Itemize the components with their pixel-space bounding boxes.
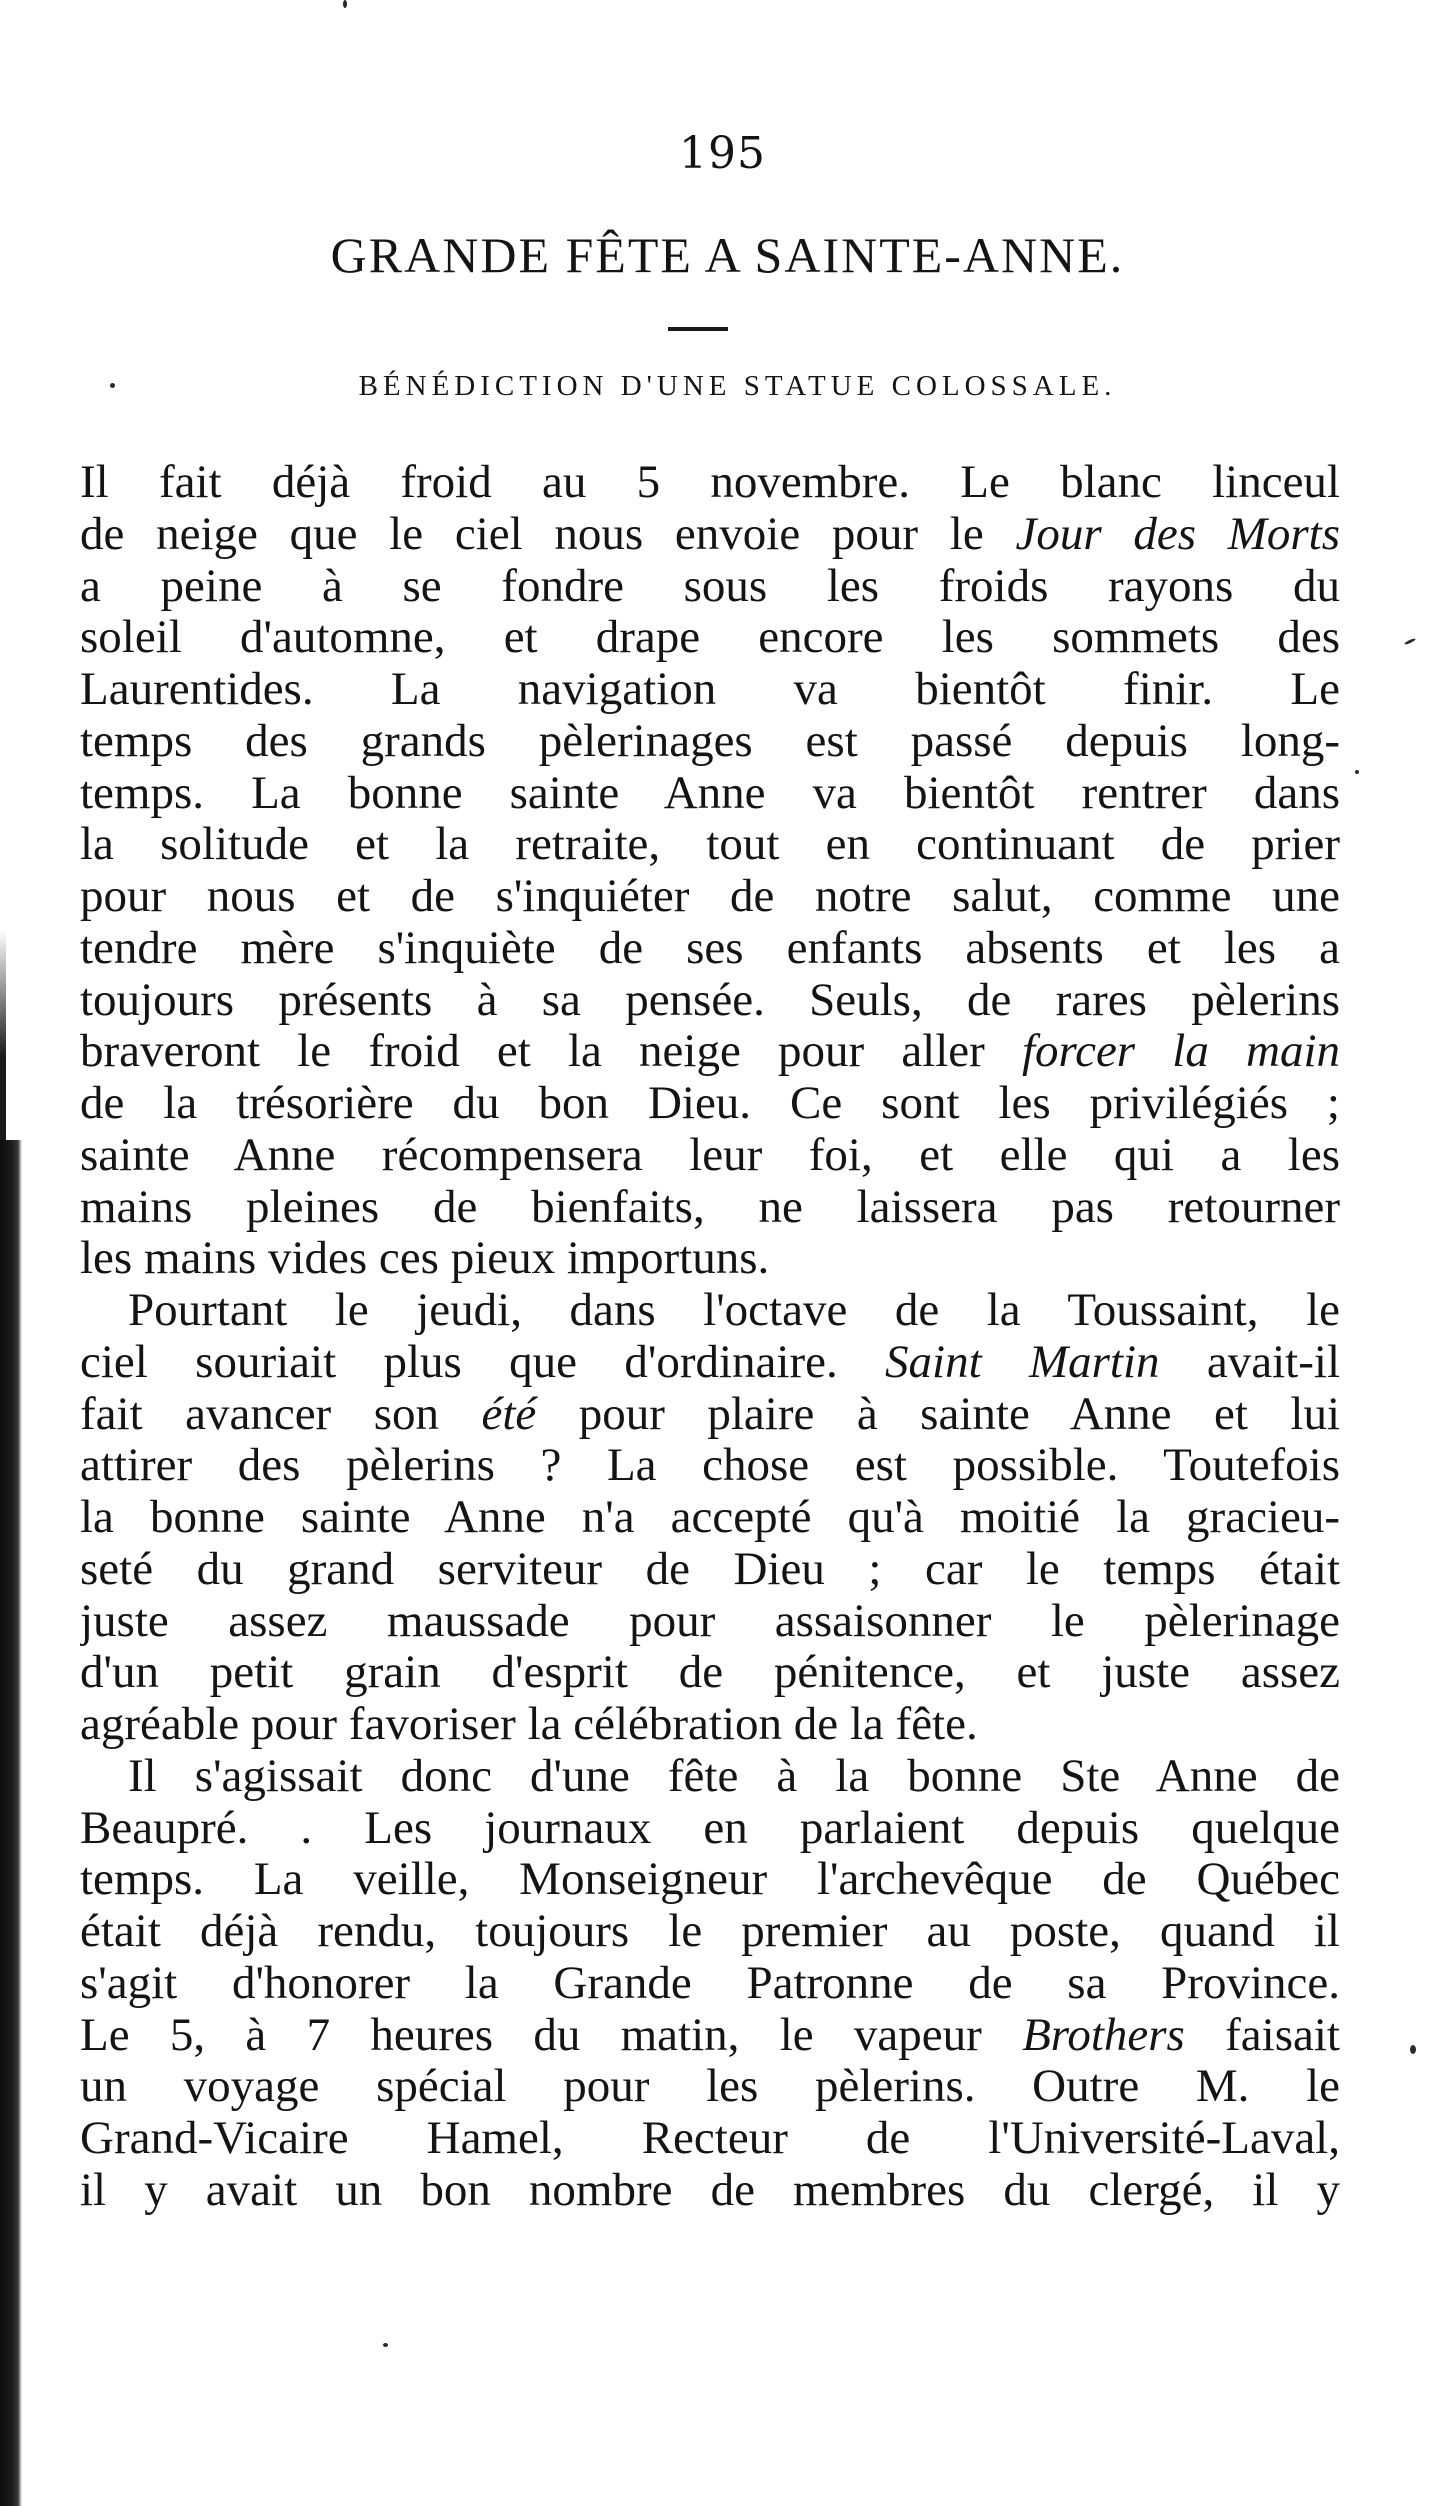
text-line (80, 1130, 1340, 1182)
scan-speck (343, 0, 347, 8)
text-line (80, 1544, 1340, 1596)
chapter-subtitle: BÉNÉDICTION D'UNE STATUE COLOSSALE. (358, 370, 1117, 402)
text-run: pour nous et de s'inquiéter de notre salut, comme une (80, 871, 1340, 922)
text-run: Beaupré. . Les journaux en parlaient depuis quelque (80, 1802, 1340, 1854)
text-line (80, 2165, 1340, 2217)
italic-text: été (481, 1388, 537, 1440)
binding-edge (0, 1140, 22, 2506)
text-line (80, 819, 1340, 871)
text-line (80, 1803, 1340, 1855)
text-line (80, 975, 1340, 1027)
text-line (80, 1440, 1340, 1492)
text-run: les mains vides ces pieux importuns. (80, 1233, 770, 1285)
text-run: juste assez maussade pour assaisonner le pèlerinage (80, 1595, 1340, 1647)
text-line (80, 2061, 1340, 2113)
scan-speck (383, 2343, 388, 2347)
text-line (80, 457, 1340, 509)
text-run: la solitude et la retraite, tout en continuant de prier (80, 819, 1340, 871)
text-run: temps. La veille, Monseigneur l'archevêque de Québec (80, 1854, 1340, 1906)
text-run: la bonne sainte Anne n'a accepté qu'à moitié la gracieu- (80, 1492, 1340, 1543)
text-line (80, 716, 1340, 768)
text-line (80, 1233, 1340, 1285)
text-line (80, 1285, 1340, 1337)
text-run: Le 5, à 7 heures du matin, le vapeur (80, 2009, 1023, 2061)
text-line (80, 509, 1340, 561)
body-text (80, 457, 1340, 2217)
text-run: de la trésorière du bon Dieu. Ce sont les privilégiés ; (80, 1078, 1340, 1129)
page-number: 195 (679, 128, 766, 179)
text-line (80, 1337, 1340, 1389)
text-line (80, 768, 1340, 820)
text-run: Pourtant le jeudi, dans l'octave de la Toussaint, le (128, 1285, 1340, 1336)
text-run: Laurentides. La navigation va bientôt finir. Le (80, 664, 1340, 715)
text-line (80, 612, 1340, 664)
text-line (80, 923, 1340, 975)
text-run: braveront le froid et la neige pour aller (80, 1026, 1022, 1078)
text-run: Il s'agissait donc d'une fête à la bonne Ste Anne de (128, 1750, 1340, 1802)
text-run: a peine à se fondre sous les froids rayons du (80, 560, 1340, 612)
text-run: seté du grand serviteur de Dieu ; car le temps était (80, 1543, 1340, 1595)
text-run: pour plaire à sainte Anne et lui (536, 1388, 1340, 1440)
text-run: s'agit d'honorer la Grande Patronne de sa Province. (80, 1957, 1340, 2009)
scan-speck (1355, 770, 1359, 774)
text-line (80, 1751, 1340, 1803)
text-run: agréable pour favoriser la célébration de la fête. (80, 1699, 978, 1750)
title-divider (668, 327, 728, 331)
text-line (80, 1389, 1340, 1441)
text-line (80, 1078, 1340, 1130)
text-run: toujours présents à sa pensée. Seuls, de rares pèlerins (80, 974, 1340, 1026)
text-line (80, 1647, 1340, 1699)
text-line (80, 1596, 1340, 1648)
text-run: Il fait déjà froid au 5 novembre. Le blanc linceul (80, 457, 1340, 508)
text-line (80, 664, 1340, 716)
text-line (80, 1699, 1340, 1751)
text-run: soleil d'automne, et drape encore les sommets des (80, 612, 1340, 664)
text-line (80, 1906, 1340, 1958)
italic-text: forcer la main (1021, 1026, 1340, 1078)
italic-text: Saint Martin (885, 1336, 1160, 1388)
text-run: faisait (1184, 2009, 1340, 2061)
text-line (80, 1182, 1340, 1234)
scan-speck (1404, 638, 1416, 646)
text-run: était déjà rendu, toujours le premier au poste, quand il (80, 1906, 1340, 1957)
text-run: fait avancer son (80, 1388, 482, 1440)
text-run: d'un petit grain d'esprit de pénitence, et juste assez (80, 1647, 1340, 1699)
text-line (80, 1026, 1340, 1078)
text-line (80, 2113, 1340, 2165)
text-line (80, 1492, 1340, 1544)
text-line (80, 871, 1340, 923)
text-run: temps. La bonne sainte Anne va bientôt rentrer dans (80, 767, 1340, 819)
text-run: Grand-Vicaire Hamel, Recteur de l'Université-Laval, (80, 2113, 1340, 2164)
scan-speck (1410, 2045, 1416, 2054)
text-line (80, 561, 1340, 613)
italic-text: Brothers (1022, 2009, 1185, 2061)
binding-shadow-top (0, 930, 6, 1140)
text-run: attirer des pèlerins ? La chose est possible. Toutefois (80, 1440, 1340, 1492)
text-run: un voyage spécial pour les pèlerins. Outre M. le (80, 2061, 1340, 2113)
text-run: avait-il (1159, 1336, 1340, 1388)
text-run: mains pleines de bienfaits, ne laissera pas retourner (80, 1181, 1340, 1233)
text-run: tendre mère s'inquiète de ses enfants absents et les a (80, 922, 1340, 974)
text-line (80, 2010, 1340, 2062)
chapter-title: GRANDE FÊTE A SAINTE-ANNE. (330, 227, 1125, 283)
text-run: de neige que le ciel nous envoie pour le (80, 508, 1016, 560)
text-line (80, 1854, 1340, 1906)
text-line (80, 1958, 1340, 2010)
text-run: il y avait un bon nombre de membres du clergé, il y (80, 2164, 1340, 2216)
text-run: temps des grands pèlerinages est passé depuis long- (80, 715, 1340, 767)
text-run: sainte Anne récompensera leur foi, et elle qui a les (80, 1129, 1340, 1181)
text-run: ciel souriait plus que d'ordinaire. (80, 1336, 886, 1388)
italic-text: Jour des Morts (1015, 508, 1340, 560)
